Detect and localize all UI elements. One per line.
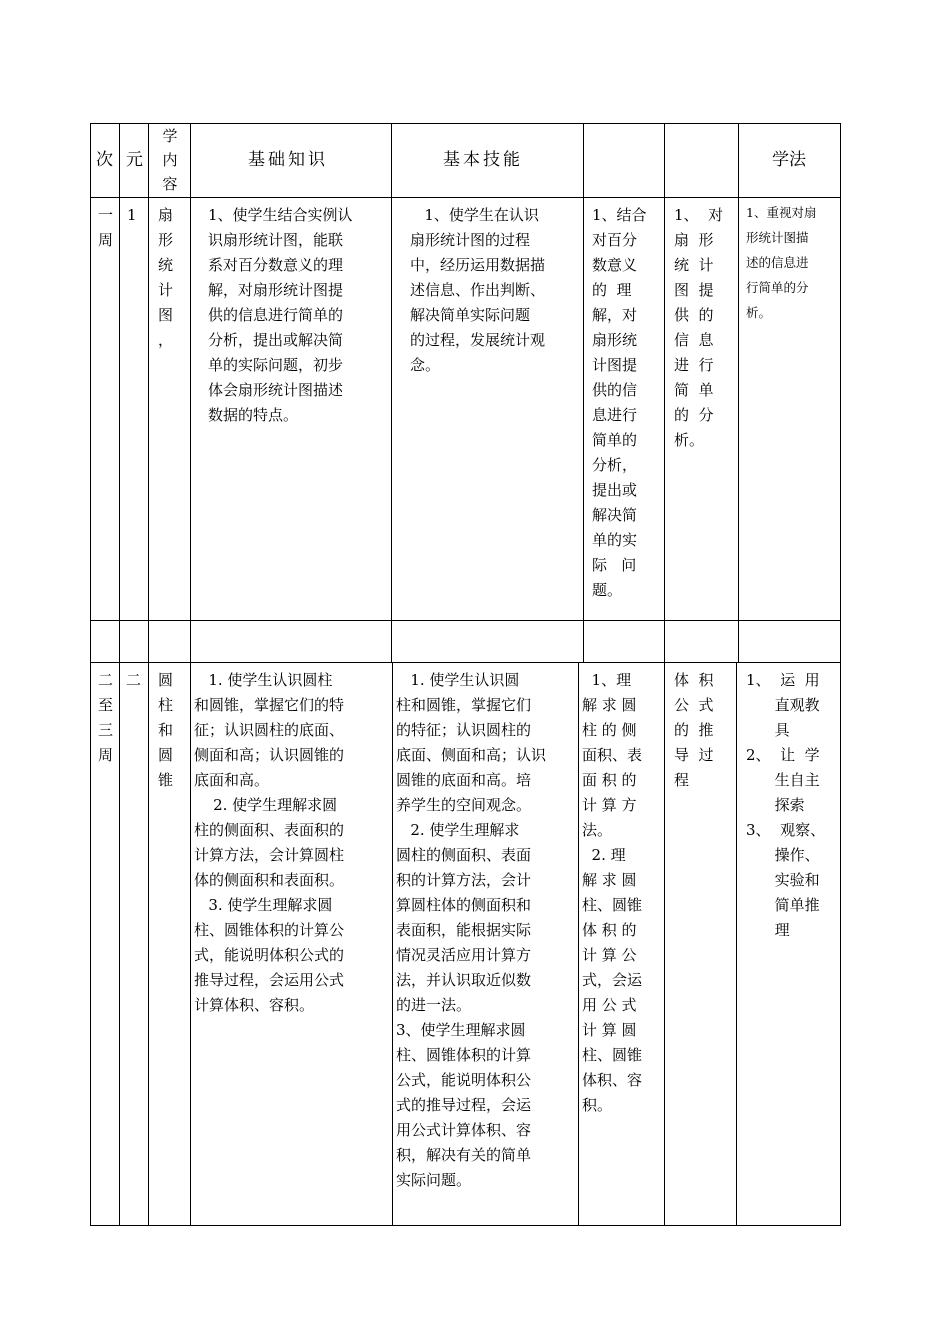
row2-bottom-border — [90, 662, 841, 663]
row3-week: 二 至 三 周 — [98, 671, 114, 764]
row1-unit: 1 — [127, 206, 137, 224]
header-bottom-border — [90, 197, 841, 198]
row1-content: 扇 形 统 计 图 ， — [158, 206, 174, 349]
header-unit: 元 — [126, 150, 143, 170]
header-week: 次 — [96, 150, 113, 170]
row3-col6: 1、理 解 求 圆 柱 的 侧 面积、表 面 积 的 计 算 方 法。 2. 理 解 求 圆 柱、圆锥 体 积 的 计 算 公 式，会运 用 公 式 计 算 圆 柱、圆锥 体积、容 积。 — [582, 671, 643, 1114]
row1-bottom-border — [90, 620, 841, 621]
col-divider-4a — [391, 123, 392, 663]
row3-col7: 体 积 公 式 的 推 导 过 程 — [674, 671, 714, 789]
header-content: 学 内 容 — [162, 127, 178, 193]
row1-method: 1、重视对扇 形统计图描 述的信息进 行简单的分 析。 — [746, 205, 817, 320]
header-skills: 基本技能 — [443, 150, 523, 170]
row1-skills: 1、使学生在认识 扇形统计图的过程 中，经历运用数据描 述信息、作出判断、 解决简单实际问题 的过程，发展统计观 念。 — [410, 206, 546, 374]
row3-unit: 二 — [126, 671, 142, 689]
row3-method: 1、 运 用 直观教 具 2、 让 学 生自主 探索 3、 观察、 操作、 实验和 简单推 理 — [746, 671, 826, 939]
col-divider-6 — [664, 123, 665, 1226]
table-top-border — [90, 123, 841, 124]
header-method: 学法 — [772, 150, 806, 170]
col-divider-5a — [583, 123, 584, 663]
col-divider-3 — [190, 123, 191, 1226]
row1-col7: 1、 对 扇 形 统 计 图 提 供 的 信 息 进 行 简 单 的 分 析。 — [674, 206, 724, 449]
table-bottom-border — [90, 1225, 841, 1226]
row3-content: 圆 柱 和 圆 锥 — [158, 671, 174, 789]
row3-skills: 1. 使学生认识圆 柱和圆锥，掌握它们 的特征；认识圆柱的 底面、侧面和高；认识 圆锥的底面和高。培 养学生的空间观念。 2. 使学生理解求 圆柱的侧面积、表面 积的计算方法，会计 算圆柱体的侧面积和 表面积，能根据实际 情况灵活应用计算方 法，并认识取近似数 的进一法。 3、使学生理解求圆 柱、圆锥体积的计算 公式，能说明体积公 式的推导过程，会运 用公式计算体积、容 积，解决有关的简单 实际问题。 — [396, 671, 547, 1189]
col-divider-4b — [392, 662, 393, 1226]
col-divider-7a — [738, 123, 739, 663]
row1-col6: 1、结合 对百分 数意义 的 理 解，对 扇形统 计图提 供的信 息进行 简单的 分析， 提出或 解决简 单的实 际 问 题。 — [592, 206, 647, 599]
col-divider-7b — [736, 662, 737, 1226]
header-knowledge: 基础知识 — [248, 150, 328, 170]
table-left-border — [90, 123, 91, 1226]
col-divider-2 — [148, 123, 149, 1226]
row1-knowledge: 1、使学生结合实例认 识扇形统计图，能联 系对百分数意义的理 解，对扇形统计图提 供的信息进行简单的 分析，提出或解决简 单的实际问题，初步 体会扇形统计图描述 数据的特点。 — [208, 206, 353, 424]
col-divider-1 — [119, 123, 120, 1226]
row3-knowledge: 1. 使学生认识圆柱 和圆锥，掌握它们的特 征；认识圆柱的底面、 侧面和高；认识圆锥的 底面和高。 2. 使学生理解求圆 柱的侧面积、表面积的 计算方法，会计算圆柱 体的侧面积和表面积。 3. 使学生理解求圆 柱、圆锥体积的计算公 式，能说明体积公式的 推导过程，会运用公式 计算体积、容积。 — [194, 671, 345, 1014]
table-right-border — [840, 123, 841, 1226]
col-divider-5b — [578, 662, 579, 1226]
row1-week: 一 周 — [98, 206, 114, 249]
